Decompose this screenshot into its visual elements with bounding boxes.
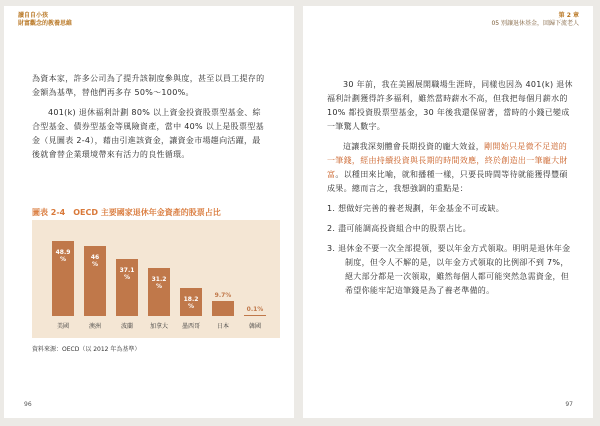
left-paragraph-2: 401(k) 退休福利計劃 80% 以上資金投資股票型基金、綜合型基金、債券型基金等風險資產，當中 40% 以上是股票型基金（見圖表 2-4），藉由引進該資金，讓資金市場趨向活躍，最後就會替企業環境帶來有活力的良性循環。	[32, 108, 264, 159]
chart-bar	[212, 301, 234, 316]
chart-category-label: 加拿大	[149, 323, 168, 330]
chart-value-label: 48.9 %	[55, 249, 71, 263]
chart-category-label: 波蘭	[120, 323, 133, 330]
chart-value-label: 46 %	[90, 254, 100, 268]
chart-category-label: 日本	[216, 323, 229, 330]
right-paragraph-2	[327, 140, 573, 196]
chart-value-label: 18.2 %	[183, 296, 199, 310]
key-points-list	[327, 202, 573, 298]
key-point-3: 3. 退休金不要一次全部提領，要以年金方式領取。明明是退休年金制度，但令人不解的是，以年金方式領取的比例卻不到 7%，絕大部分都是一次領取，雖然每個人都可能突然急需資金，但希望你能牢記這筆錢是為了養老準備的。	[327, 244, 571, 295]
left-page	[4, 6, 294, 418]
right-page-number: 97	[565, 401, 573, 408]
right-page	[303, 6, 593, 418]
left-page-number: 96	[24, 401, 32, 408]
chart-value-label: 9.7%	[214, 292, 232, 299]
key-point-1: 1. 想做好完善的養老規劃，年金基金不可或缺。	[327, 204, 505, 213]
chart-category-label: 澳洲	[88, 323, 101, 330]
bar-chart	[32, 220, 280, 338]
chart-category-label: 墨西哥	[181, 323, 200, 330]
chart-value-label: 31.2 %	[151, 276, 167, 290]
left-running-header	[18, 12, 72, 28]
chart-value-label: 0.1%	[246, 306, 264, 313]
figure-title: 圖表 2-4 OECD 主要國家退休年金資產的股票占比	[32, 208, 221, 217]
left-paragraph-1: 為資本家，許多公司為了提升該制度參與度，甚至以員工提存的金額為基準，替他們再多存 50%～100%。	[32, 74, 265, 97]
paragraph-2-end: 。以種田來比喻，就和播種一樣，只要長時間等待就能獲得豐碩成果。總而言之，我想強調的重點是：	[327, 170, 568, 193]
chart-value-label: 37.1 %	[119, 267, 135, 281]
chart-bar	[244, 315, 266, 316]
book-subtitle: 財富觀念的教養思維	[18, 20, 73, 27]
paragraph-2-start: 這讓我深刻體會長期投資的龐大效益，	[343, 142, 485, 151]
right-paragraph-1: 30 年前，我在美國展開職場生涯時，同樣也因為 401(k) 退休福利計劃獲得許多福利，雖然當時薪水不高，但我把每個月薪水的 10% 都投資股票型基金，30 年後我還保留著，當時的小錢已變成一筆驚人數字。	[327, 80, 573, 131]
right-body-text	[327, 78, 573, 304]
highlighted-text: 剛開始只是微不足道的一筆錢，經由持續投資與長期的時間效應，終於創造出一筆龐大財富	[327, 142, 568, 179]
left-body-text	[32, 72, 268, 168]
figure-source: 資料來源：OECD（以 2012 年為基準）	[32, 346, 141, 353]
section-title: 05 別讓退休基金，回歸下流老人	[491, 20, 579, 27]
chart-category-label: 美國	[56, 323, 69, 330]
right-running-header	[491, 12, 579, 28]
chapter-label: 第 2 章	[558, 12, 579, 19]
chart-category-label: 韓國	[248, 323, 261, 330]
key-point-2: 2. 盡可能調高投資組合中的股票占比。	[327, 224, 471, 233]
book-title: 讀自自小孩	[18, 12, 49, 19]
